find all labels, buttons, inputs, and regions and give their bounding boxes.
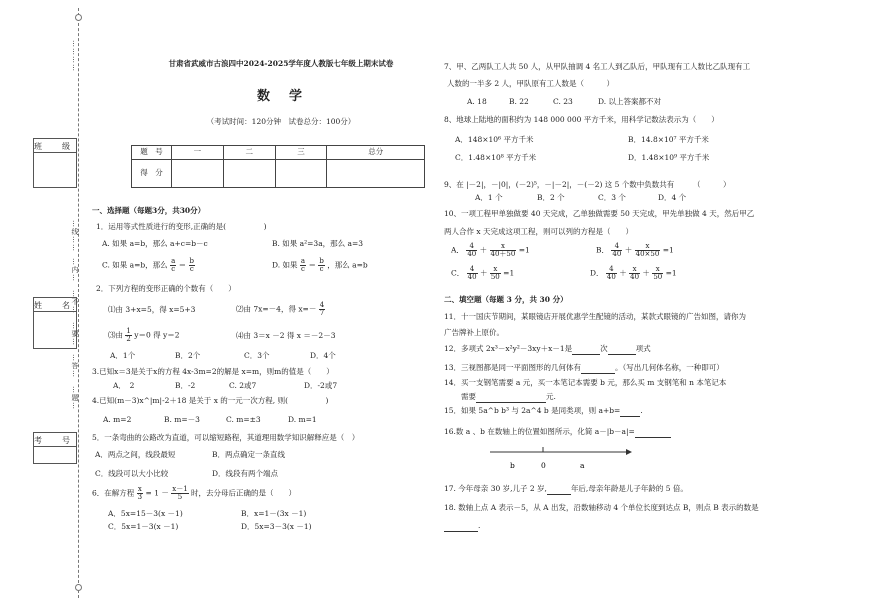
question-13	[444, 364, 724, 374]
q1d-text: ，那么 a=b	[327, 260, 368, 270]
denominator: 40	[467, 250, 477, 258]
q3-option-c: C. 2或7	[229, 381, 257, 390]
q2-2-text: ⑵由 7x=－4，得 x=－	[236, 304, 317, 314]
fraction	[319, 302, 325, 317]
numerator: a	[171, 257, 176, 265]
binding-instruction: …不…	[71, 290, 80, 314]
question-8: 8、地球上陆地的面积约为 148 000 000 平方千米，用科学记数法表示为（ ）	[444, 115, 719, 124]
denominator: 40	[612, 250, 622, 258]
numerator: x	[490, 243, 517, 251]
score-table	[131, 145, 425, 188]
equals-one: =1	[503, 268, 515, 278]
q6-option-b: B．x=1－(3x －1)	[241, 509, 307, 518]
score-cell[interactable]	[275, 160, 327, 188]
exam-number-divider	[33, 446, 77, 447]
q1c-text: C. 如果 a=b，那么	[102, 260, 168, 270]
score-header-cell: 题 号	[132, 146, 172, 160]
answer-blank[interactable]	[572, 345, 600, 355]
q2-item-1: ⑴由 3+x=5，得 x=5+3	[108, 305, 196, 314]
question-17	[444, 485, 688, 495]
score-header-cell: 一	[172, 146, 224, 160]
equals-one: =1	[665, 268, 677, 278]
numerator: b	[319, 257, 324, 265]
q7-option-b: B. 22	[509, 97, 529, 106]
q2-item-2	[236, 302, 325, 317]
answer-blank[interactable]	[620, 406, 643, 417]
denominator: c	[301, 265, 305, 273]
q12-text: 12．多项式 2x³－x²y²－3xy＋x－1是	[444, 344, 573, 353]
q13-text: 13．三视图都是同一平面图形的几何体有	[444, 363, 582, 372]
fraction	[490, 266, 501, 281]
score-cell[interactable]	[223, 160, 275, 188]
q6-option-d: D．5x=3－3(x －1)	[241, 522, 312, 531]
q4-option-a: A. m=2	[103, 415, 132, 424]
q6-option-a: A．5x=15－3(x －1)	[108, 509, 183, 518]
q2-3-text: y＝0 得 y＝2	[134, 330, 180, 340]
answer-blank[interactable]	[581, 364, 615, 374]
answer-blank[interactable]	[547, 485, 571, 495]
arrow-icon	[626, 449, 632, 455]
question-7: 7、甲、乙两队工人共 50 人，从甲队抽调 4 名工人到乙队后，甲队现有工人数比乙队现有工	[444, 62, 751, 71]
q14-text: 需要	[461, 392, 476, 401]
fraction	[466, 243, 477, 258]
q2-item-3	[108, 328, 180, 343]
fraction	[189, 258, 195, 273]
question-4: 4.已知(m－3)x^|m|-2＋18 是关于 x 的一元一次方程, 则( )	[92, 396, 329, 405]
score-header-cell: 二	[223, 146, 275, 160]
name-label: 姓 名	[34, 301, 76, 310]
q13-text: 。（写出几何体名称，一种即可）	[615, 363, 724, 372]
q5-option-c: C．线段可以大小比较	[95, 469, 169, 478]
class-box-divider	[33, 152, 77, 153]
subject-title: 数 学	[256, 89, 305, 104]
q3-option-d: D．-2或7	[304, 381, 338, 390]
score-header-cell: 三	[275, 146, 327, 160]
denominator: 40＋50	[490, 250, 516, 258]
question-1: 1．运用等式性质进行的变形,正确的是( )	[96, 222, 267, 231]
numerator: x	[137, 485, 142, 493]
numerator: 4	[606, 266, 617, 274]
denominator: 7	[319, 309, 325, 317]
q10-option-b: B． $\frac{4}{40}$ ＋ $\frac{x}{40\times 50}$ =1	[596, 242, 674, 258]
binding-dots-text: …线……	[71, 220, 80, 252]
section-fill-title: 二、填空题（每题 3 分，共 30 分）	[444, 295, 568, 304]
q9-option-a: A．1 个	[475, 193, 503, 202]
denominator: 3	[137, 493, 143, 501]
binding-instruction: …题…	[71, 386, 80, 410]
section-choice-title: 一、选择题（每题3分，共30分）	[92, 206, 206, 215]
binding-instruction: …内…	[71, 258, 80, 282]
binding-dots-text: …………	[71, 40, 80, 72]
score-cell[interactable]	[327, 160, 425, 188]
q8-option-c: C．1.48×10⁸ 平方千米	[455, 153, 537, 162]
question-18-cont	[444, 522, 480, 532]
denominator: 50	[490, 273, 500, 281]
question-18: 18. 数轴上点 A 表示－5，从 A 出发，沿数轴移动 4 个单位长度到达点 B，则点 B 表示的数是	[444, 503, 759, 512]
q12-text: 次	[600, 344, 608, 353]
q14-text: 元.	[546, 392, 556, 401]
denominator: c	[189, 265, 194, 273]
q7-option-c: C. 23	[553, 97, 573, 106]
q5-option-a: A．两点之间，线段最短	[95, 450, 176, 459]
numerator: 4	[466, 243, 477, 251]
answer-blank[interactable]	[635, 428, 671, 438]
fraction	[318, 258, 324, 273]
q9-option-c: C．3 个	[598, 193, 626, 202]
q10-option-a: A． $\frac{4}{40}$ ＋ $\frac{x}{40+50}$ =1	[451, 242, 530, 258]
option-letter: B．	[596, 245, 610, 255]
q16-text: 16.数 a 、b 在数轴上的位置如图所示，化简 a－|b－a|=	[444, 427, 635, 436]
question-2: 2．下列方程的变形正确的个数有（ ）	[96, 284, 236, 293]
numerator: 1	[126, 327, 131, 335]
fraction	[606, 266, 617, 281]
fraction	[490, 243, 517, 258]
q12-text: 项式	[635, 344, 651, 353]
question-11-cont: 广告牌补上原价。	[444, 328, 504, 337]
fraction	[137, 486, 143, 501]
q6-text: 6．在解方程	[92, 488, 135, 498]
number-line-figure	[488, 444, 634, 474]
q5-option-b: B．两点确定一条直线	[212, 450, 286, 459]
option-letter: A．	[451, 245, 464, 255]
exam-number-label: 考 号	[34, 436, 76, 445]
denominator: 40	[630, 273, 640, 281]
q10-option-d: D． $\frac{4}{40}$ ＋ $\frac{x}{40}$ ＋ $\frac{x}{50}$ =1	[590, 265, 677, 281]
numerator: 4	[467, 266, 478, 274]
question-10: 10、一项工程甲单独做要 40 天完成，乙单独做需要 50 天完成，甲先单独做 4 天，然后甲乙	[444, 209, 755, 218]
numerator: x	[635, 243, 661, 251]
q1d-text: D. 如果	[272, 260, 298, 270]
fraction	[635, 243, 661, 258]
q2-option-c: C．3个	[244, 351, 270, 360]
q6-option-c: C．5x=1－3(x －1)	[108, 522, 179, 531]
q2-3-text: ⑶由	[108, 330, 123, 340]
q15-text: 15．如果 5a^b b³ 与 2a^4 b 是同类项，则 a+b=	[444, 406, 621, 415]
q7-option-a: A. 18	[467, 97, 487, 106]
numerator: a	[300, 257, 306, 265]
name-box-divider	[33, 311, 77, 312]
equals-one: =1	[518, 245, 530, 255]
equals-one: =1	[662, 245, 674, 255]
score-row-label: 得 分	[132, 160, 172, 188]
q1-option-b: B. 如果 a²=3a，那么 a=3	[272, 239, 364, 248]
q6-text: 时，去分母后正确的是（ ）	[191, 488, 297, 498]
q7-option-d: D. 以上答案都不对	[598, 97, 662, 106]
answer-blank[interactable]	[444, 521, 481, 532]
q9-option-d: D．4 个	[658, 193, 687, 202]
q2-item-4: ⑷由 3＝x －2 得 x ＝－2－3	[236, 331, 336, 340]
fraction	[171, 486, 188, 501]
q8-option-d: D．1.48×10⁹ 平方千米	[628, 153, 710, 162]
numerator: x	[652, 266, 663, 274]
score-cell[interactable]	[172, 160, 224, 188]
q1-option-d: D. 如果 $\frac{a}{c}$ ＝ $\frac{b}{c}$ ，那么 a=b	[272, 257, 368, 273]
fraction	[611, 243, 622, 258]
q10-option-c: C． $\frac{4}{40}$ ＋ $\frac{x}{50}$ =1	[451, 265, 515, 281]
q17-text: 年后,母亲年龄是儿子年龄的 5 倍。	[570, 484, 688, 493]
denominator: 2	[126, 335, 131, 343]
denominator: c	[319, 265, 324, 273]
question-11: 11．十一国庆节期间，某眼镜店开展优惠学生配镜的活动，某款式眼镜的广告如图，请你为	[444, 312, 747, 321]
denominator: 40	[467, 273, 477, 281]
binding-instruction: …答…	[71, 354, 80, 378]
q8-option-b: B．14.8×10⁷ 平方千米	[628, 135, 709, 144]
question-12	[444, 345, 651, 355]
option-letter: C．	[451, 268, 465, 278]
fraction	[467, 266, 478, 281]
question-7-cont: 人数的一半多 2 人，甲队原有工人数是（ ）	[447, 79, 615, 88]
fraction	[629, 266, 640, 281]
denominator: 5	[177, 493, 183, 501]
question-14: 14．买一支钢笔需要 a 元，买一本笔记本需要 b 元，那么买 m 支钢笔和 n 本笔记本	[444, 378, 727, 387]
fraction	[300, 258, 306, 273]
numerator: x－1	[172, 485, 188, 493]
question-3: 3.已知x＝3是关于x的方程 4x-3m=2的解是 x=m，则m的值是（ ）	[92, 367, 334, 376]
q18-text: .	[478, 521, 481, 530]
q2-option-d: D．4个	[310, 351, 336, 360]
question-14-cont	[461, 393, 556, 403]
q1-option-a: A. 如果 a=b，那么 a+c=b－c	[102, 239, 208, 248]
q9-option-b: B．2 个	[537, 193, 565, 202]
question-10-cont: 两人合作 x 天完成这项工程，则可以列的方程是（ ）	[444, 227, 633, 236]
q2-option-b: B．2个	[175, 351, 201, 360]
q17-text: 17. 今年母亲 30 岁,儿子 2 岁,	[444, 484, 547, 493]
numerator: 4	[319, 301, 325, 309]
score-header-cell: 总分	[327, 146, 425, 160]
denominator: 50	[653, 273, 663, 281]
numerator: b	[189, 257, 195, 265]
q3-option-b: B．-2	[175, 381, 196, 390]
q4-option-b: B. m=－3	[164, 415, 200, 424]
q4-option-c: C. m=±3	[226, 415, 261, 424]
exam-info: （考试时间：120分钟 试卷总分：100分）	[206, 117, 356, 126]
answer-blank[interactable]	[608, 345, 636, 355]
numerator: 4	[611, 243, 622, 251]
q8-option-a: A．148×10⁶ 平方千米	[455, 135, 534, 144]
q5-option-d: D．线段有两个端点	[212, 469, 279, 478]
numerator: x	[629, 266, 640, 274]
q2-option-a: A．1个	[110, 351, 136, 360]
fraction	[170, 258, 176, 273]
binding-instruction: …要…	[71, 322, 80, 346]
denominator: 40×50	[635, 250, 660, 258]
q3-option-a: A． 2	[113, 381, 135, 390]
fraction	[125, 328, 131, 343]
question-9: 9、在 |－2|，－|0|，(－2)⁵，－|－2|，－(－2) 这 5 个数中负数共有 （ ）	[444, 180, 731, 189]
class-label: 班 级	[34, 142, 76, 151]
option-letter: D．	[590, 268, 604, 278]
point-a-label: a	[580, 461, 585, 470]
q1-option-c: C. 如果 a=b，那么 $\frac{a}{c}$ ＝ $\frac{b}{c}$	[102, 257, 195, 273]
q15-text: .	[640, 406, 643, 415]
exam-title: 甘肃省武威市古浪四中2024-2025学年度人教版七年级上期末试卷	[168, 59, 394, 68]
denominator: 40	[606, 273, 616, 281]
origin-label: 0	[541, 461, 546, 470]
q4-option-d: D. m=1	[288, 415, 317, 424]
fraction	[652, 266, 663, 281]
binding-hole	[75, 14, 82, 21]
answer-blank[interactable]	[476, 393, 546, 403]
binding-hole	[75, 584, 82, 591]
question-5: 5．一条弯曲的公路改为直道，可以缩短路程，其道理用数学知识解释应是（ ）	[92, 433, 360, 442]
q6-text: = 1 －	[145, 488, 169, 498]
point-b-label: b	[510, 461, 515, 470]
question-15	[444, 407, 643, 417]
question-6	[92, 486, 296, 501]
denominator: c	[171, 265, 176, 273]
question-16	[444, 428, 671, 438]
numerator: x	[490, 266, 501, 274]
